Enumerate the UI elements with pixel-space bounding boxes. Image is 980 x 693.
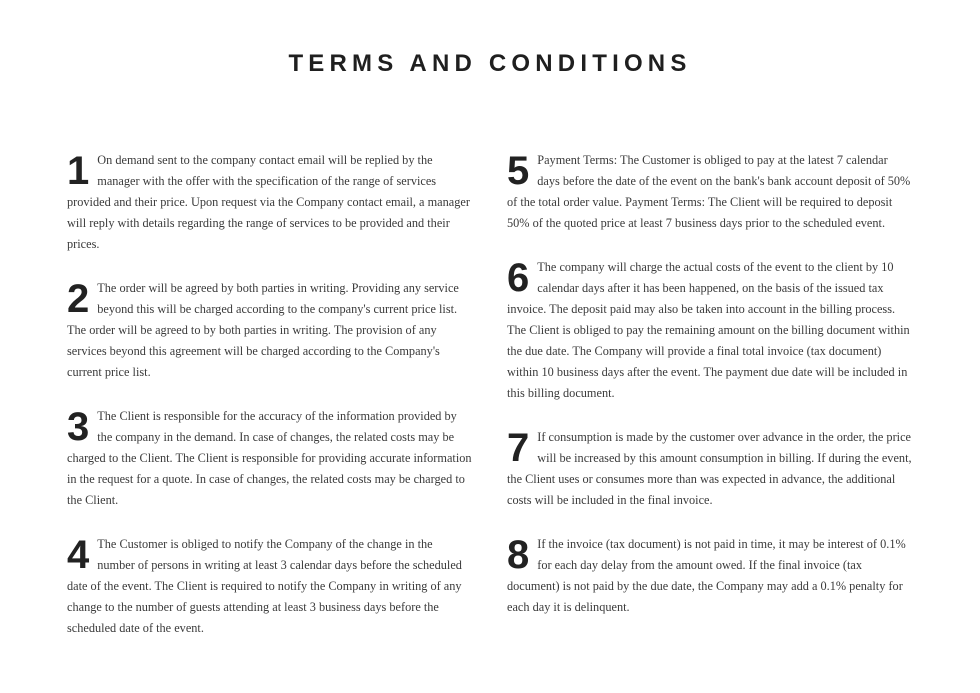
page-title: TERMS AND CONDITIONS xyxy=(288,50,692,77)
term-text: If consumption is made by the customer over advance in the order, the price will be increased by this amount consumption in billing. If during the event, the Client uses or consumes more than was expected in advance, the additional costs will be included in the final invoice. xyxy=(507,430,912,507)
term-text: The Client is responsible for the accuracy of the information provided by the company in the demand. In case of changes, the related costs may be charged to the Client. The Client is responsible for providing accurate information in the request for a quote. In case of changes, the related costs may be charged to the Client. xyxy=(67,409,472,507)
term-number: 2 xyxy=(67,277,90,321)
left-column xyxy=(67,150,473,662)
term-8 xyxy=(507,534,913,618)
term-7 xyxy=(507,427,913,511)
term-2 xyxy=(67,278,473,383)
term-number: 4 xyxy=(67,533,90,577)
term-number: 7 xyxy=(507,426,530,470)
term-text: Payment Terms: The Customer is obliged to pay at the latest 7 calendar days before the date of the event on the bank's bank account deposit of 50% of the total order value. Payment Terms: The Client will be required to deposit 50% of the quoted price at least 7 business days prior to the scheduled event. xyxy=(507,153,911,230)
term-number: 1 xyxy=(67,149,90,193)
term-1 xyxy=(67,150,473,255)
term-number: 5 xyxy=(507,149,530,193)
term-5 xyxy=(507,150,913,234)
term-text: The Customer is obliged to notify the Company of the change in the number of persons in writing at least 3 calendar days before the scheduled date of the event. The Client is required to notify the Company in writing of any change to the number of guests attending at least 3 business days before the scheduled date of the event. xyxy=(67,537,462,635)
term-number: 6 xyxy=(507,256,530,300)
term-text: The order will be agreed by both parties in writing. Providing any service beyond this will be charged according to the company's current price list. The order will be agreed to by both parties in writing. The provision of any services beyond this agreement will be charged according to the Company's current price list. xyxy=(67,281,459,379)
term-number: 3 xyxy=(67,405,90,449)
term-6 xyxy=(507,257,913,404)
right-column xyxy=(507,150,913,641)
term-4 xyxy=(67,534,473,639)
term-text: The company will charge the actual costs of the event to the client by 10 calendar days after it has been happened, on the basis of the issued tax invoice. The deposit paid may also be taken into account in the billing process. The Client is obliged to pay the remaining amount on the billing document within the due date. The Company will provide a final total invoice (tax document) within 10 business days after the event. The payment due date will be included in this billing document. xyxy=(507,260,910,400)
term-text: On demand sent to the company contact email will be replied by the manager with the offer with the specification of the range of services provided and their price. Upon request via the Company contact email, a manager will reply with details regarding the range of services to be provided and their prices. xyxy=(67,153,470,251)
term-text: If the invoice (tax document) is not paid in time, it may be interest of 0.1% for each day delay from the amount owed. If the final invoice (tax document) is not paid by the due date, the Company may add a 0.1% penalty for each day it is delinquent. xyxy=(507,537,906,614)
term-number: 8 xyxy=(507,533,530,577)
term-3 xyxy=(67,406,473,511)
